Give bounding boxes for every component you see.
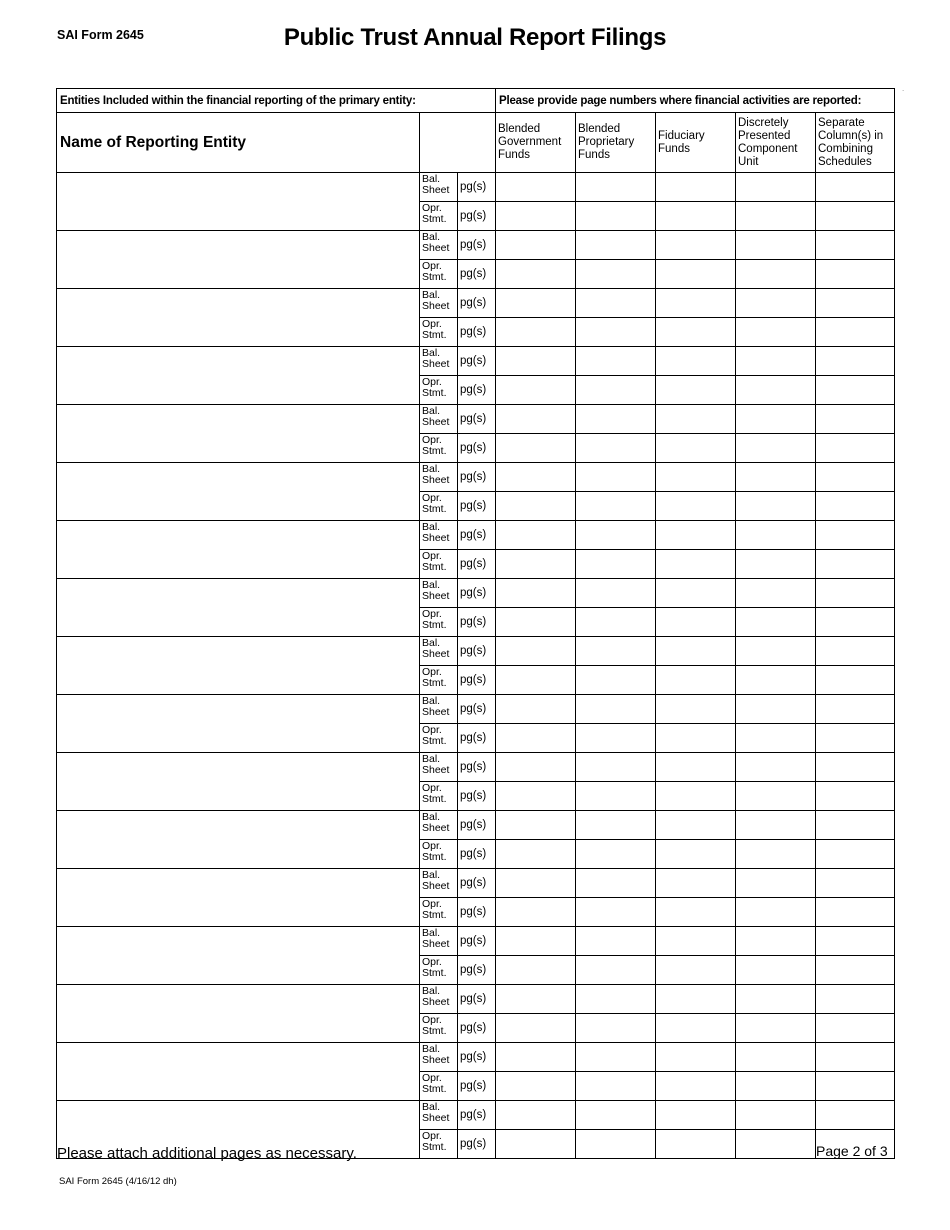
blended-government-funds-page-field[interactable] bbox=[496, 1043, 576, 1072]
reporting-entity-name-field[interactable] bbox=[57, 811, 420, 869]
discretely-presented-component-unit-page-field[interactable] bbox=[736, 898, 816, 927]
blended-proprietary-funds-page-field[interactable] bbox=[576, 811, 656, 840]
separate-columns-combining-schedules-page-field[interactable] bbox=[816, 202, 895, 231]
discretely-presented-component-unit-page-field[interactable] bbox=[736, 985, 816, 1014]
blended-proprietary-funds-page-field[interactable] bbox=[576, 260, 656, 289]
fiduciary-funds-page-field[interactable] bbox=[656, 985, 736, 1014]
opr-stmt-label: Opr. Stmt. bbox=[420, 260, 458, 289]
table-row bbox=[57, 1101, 895, 1130]
fiduciary-funds-page-field[interactable] bbox=[656, 666, 736, 695]
reporting-entity-name-field[interactable] bbox=[57, 173, 420, 231]
bal-sheet-label: Bal. Sheet bbox=[420, 231, 458, 260]
separate-columns-combining-schedules-page-field[interactable] bbox=[816, 434, 895, 463]
fiduciary-funds-page-field[interactable] bbox=[656, 695, 736, 724]
fiduciary-funds-page-field[interactable] bbox=[656, 956, 736, 985]
page-title: Public Trust Annual Report Filings bbox=[283, 24, 667, 51]
col-header-discretely-presented-component-unit: Discretely Presented Component Unit bbox=[736, 113, 816, 173]
bal-sheet-label: Bal. Sheet bbox=[420, 985, 458, 1014]
separate-columns-combining-schedules-page-field[interactable] bbox=[816, 840, 895, 869]
opr-stmt-label: Opr. Stmt. bbox=[420, 1072, 458, 1101]
blended-proprietary-funds-page-field[interactable] bbox=[576, 1014, 656, 1043]
bal-sheet-label: Bal. Sheet bbox=[420, 521, 458, 550]
bal-sheet-label: Bal. Sheet bbox=[420, 753, 458, 782]
fiduciary-funds-page-field[interactable] bbox=[656, 927, 736, 956]
discretely-presented-component-unit-page-field[interactable] bbox=[736, 927, 816, 956]
discretely-presented-component-unit-page-field[interactable] bbox=[736, 289, 816, 318]
reporting-entity-name-field[interactable] bbox=[57, 463, 420, 521]
table-row bbox=[57, 695, 895, 724]
blended-government-funds-page-field[interactable] bbox=[496, 1101, 576, 1130]
blended-government-funds-page-field[interactable] bbox=[496, 1130, 576, 1159]
separate-columns-combining-schedules-page-field[interactable] bbox=[816, 318, 895, 347]
bal-sheet-label: Bal. Sheet bbox=[420, 405, 458, 434]
table-row bbox=[57, 347, 895, 376]
pages-label: pg(s) bbox=[458, 608, 496, 637]
separate-columns-combining-schedules-page-field[interactable] bbox=[816, 666, 895, 695]
fiduciary-funds-page-field[interactable] bbox=[656, 1130, 736, 1159]
blended-government-funds-page-field[interactable] bbox=[496, 260, 576, 289]
separate-columns-combining-schedules-page-field[interactable] bbox=[816, 753, 895, 782]
discretely-presented-component-unit-page-field[interactable] bbox=[736, 202, 816, 231]
blended-proprietary-funds-page-field[interactable] bbox=[576, 521, 656, 550]
blended-government-funds-page-field[interactable] bbox=[496, 289, 576, 318]
separate-columns-combining-schedules-page-field[interactable] bbox=[816, 1014, 895, 1043]
separate-columns-combining-schedules-page-field[interactable] bbox=[816, 956, 895, 985]
blended-government-funds-page-field[interactable] bbox=[496, 782, 576, 811]
blended-government-funds-page-field[interactable] bbox=[496, 376, 576, 405]
blended-proprietary-funds-page-field[interactable] bbox=[576, 289, 656, 318]
separate-columns-combining-schedules-page-field[interactable] bbox=[816, 695, 895, 724]
separate-columns-combining-schedules-page-field[interactable] bbox=[816, 463, 895, 492]
blended-proprietary-funds-page-field[interactable] bbox=[576, 376, 656, 405]
blended-proprietary-funds-page-field[interactable] bbox=[576, 550, 656, 579]
blended-government-funds-page-field[interactable] bbox=[496, 927, 576, 956]
blended-government-funds-page-field[interactable] bbox=[496, 724, 576, 753]
bal-sheet-label: Bal. Sheet bbox=[420, 811, 458, 840]
bal-sheet-label: Bal. Sheet bbox=[420, 463, 458, 492]
blended-government-funds-page-field[interactable] bbox=[496, 985, 576, 1014]
blended-government-funds-page-field[interactable] bbox=[496, 318, 576, 347]
separate-columns-combining-schedules-page-field[interactable] bbox=[816, 260, 895, 289]
discretely-presented-component-unit-page-field[interactable] bbox=[736, 405, 816, 434]
blended-proprietary-funds-page-field[interactable] bbox=[576, 463, 656, 492]
col-header-fiduciary-funds: Fiduciary Funds bbox=[656, 113, 736, 173]
blended-proprietary-funds-page-field[interactable] bbox=[576, 927, 656, 956]
fiduciary-funds-page-field[interactable] bbox=[656, 724, 736, 753]
fiduciary-funds-page-field[interactable] bbox=[656, 318, 736, 347]
bal-sheet-label: Bal. Sheet bbox=[420, 927, 458, 956]
table-row bbox=[57, 811, 895, 840]
discretely-presented-component-unit-page-field[interactable] bbox=[736, 695, 816, 724]
blended-proprietary-funds-page-field[interactable] bbox=[576, 318, 656, 347]
blended-proprietary-funds-page-field[interactable] bbox=[576, 753, 656, 782]
separate-columns-combining-schedules-page-field[interactable] bbox=[816, 521, 895, 550]
reporting-entity-name-field[interactable] bbox=[57, 405, 420, 463]
page-numbers-header: Please provide page numbers where financial activities are reported: bbox=[496, 89, 895, 113]
blended-proprietary-funds-page-field[interactable] bbox=[576, 347, 656, 376]
discretely-presented-component-unit-page-field[interactable] bbox=[736, 666, 816, 695]
form-revision: SAI Form 2645 (4/16/12 dh) bbox=[59, 1176, 177, 1187]
fiduciary-funds-page-field[interactable] bbox=[656, 376, 736, 405]
blended-government-funds-page-field[interactable] bbox=[496, 1014, 576, 1043]
discretely-presented-component-unit-page-field[interactable] bbox=[736, 521, 816, 550]
pages-label: pg(s) bbox=[458, 1014, 496, 1043]
table-row bbox=[57, 579, 895, 608]
opr-stmt-label: Opr. Stmt. bbox=[420, 898, 458, 927]
blended-proprietary-funds-page-field[interactable] bbox=[576, 724, 656, 753]
fiduciary-funds-page-field[interactable] bbox=[656, 347, 736, 376]
blended-government-funds-page-field[interactable] bbox=[496, 347, 576, 376]
blended-proprietary-funds-page-field[interactable] bbox=[576, 1072, 656, 1101]
discretely-presented-component-unit-page-field[interactable] bbox=[736, 869, 816, 898]
bal-sheet-label: Bal. Sheet bbox=[420, 1101, 458, 1130]
blended-proprietary-funds-page-field[interactable] bbox=[576, 637, 656, 666]
discretely-presented-component-unit-page-field[interactable] bbox=[736, 1072, 816, 1101]
pages-label: pg(s) bbox=[458, 724, 496, 753]
blended-government-funds-page-field[interactable] bbox=[496, 202, 576, 231]
discretely-presented-component-unit-page-field[interactable] bbox=[736, 231, 816, 260]
blended-government-funds-page-field[interactable] bbox=[496, 869, 576, 898]
opr-stmt-label: Opr. Stmt. bbox=[420, 666, 458, 695]
reporting-entity-name-field[interactable] bbox=[57, 289, 420, 347]
separate-columns-combining-schedules-page-field[interactable] bbox=[816, 231, 895, 260]
bal-sheet-label: Bal. Sheet bbox=[420, 347, 458, 376]
pages-label: pg(s) bbox=[458, 173, 496, 202]
col-header-separate-columns-combining-schedules: Separate Column(s) in Combining Schedules bbox=[816, 113, 895, 173]
separate-columns-combining-schedules-page-field[interactable] bbox=[816, 1043, 895, 1072]
pages-label: pg(s) bbox=[458, 1130, 496, 1159]
separate-columns-combining-schedules-page-field[interactable] bbox=[816, 376, 895, 405]
fiduciary-funds-page-field[interactable] bbox=[656, 811, 736, 840]
reporting-entity-name-field[interactable] bbox=[57, 695, 420, 753]
discretely-presented-component-unit-page-field[interactable] bbox=[736, 463, 816, 492]
name-of-reporting-entity-header: Name of Reporting Entity bbox=[57, 113, 420, 173]
table-row bbox=[57, 463, 895, 492]
discretely-presented-component-unit-page-field[interactable] bbox=[736, 637, 816, 666]
bal-sheet-label: Bal. Sheet bbox=[420, 695, 458, 724]
blended-proprietary-funds-page-field[interactable] bbox=[576, 840, 656, 869]
separate-columns-combining-schedules-page-field[interactable] bbox=[816, 1072, 895, 1101]
table-row bbox=[57, 173, 895, 202]
pages-label: pg(s) bbox=[458, 434, 496, 463]
table-row bbox=[57, 985, 895, 1014]
col-header-blended-government-funds: Blended Government Funds bbox=[496, 113, 576, 173]
fiduciary-funds-page-field[interactable] bbox=[656, 173, 736, 202]
reporting-entity-name-field[interactable] bbox=[57, 231, 420, 289]
row-type-header bbox=[420, 113, 496, 173]
blended-government-funds-page-field[interactable] bbox=[496, 666, 576, 695]
blended-government-funds-page-field[interactable] bbox=[496, 1072, 576, 1101]
bal-sheet-label: Bal. Sheet bbox=[420, 869, 458, 898]
discretely-presented-component-unit-page-field[interactable] bbox=[736, 1101, 816, 1130]
opr-stmt-label: Opr. Stmt. bbox=[420, 318, 458, 347]
opr-stmt-label: Opr. Stmt. bbox=[420, 492, 458, 521]
discretely-presented-component-unit-page-field[interactable] bbox=[736, 173, 816, 202]
blended-government-funds-page-field[interactable] bbox=[496, 637, 576, 666]
page-indicator: Page 2 of 3 bbox=[816, 1143, 888, 1159]
discretely-presented-component-unit-page-field[interactable] bbox=[736, 1014, 816, 1043]
blended-government-funds-page-field[interactable] bbox=[496, 811, 576, 840]
blended-proprietary-funds-page-field[interactable] bbox=[576, 985, 656, 1014]
opr-stmt-label: Opr. Stmt. bbox=[420, 550, 458, 579]
fiduciary-funds-page-field[interactable] bbox=[656, 1101, 736, 1130]
pages-label: pg(s) bbox=[458, 347, 496, 376]
discretely-presented-component-unit-page-field[interactable] bbox=[736, 550, 816, 579]
discretely-presented-component-unit-page-field[interactable] bbox=[736, 782, 816, 811]
separate-columns-combining-schedules-page-field[interactable] bbox=[816, 492, 895, 521]
opr-stmt-label: Opr. Stmt. bbox=[420, 202, 458, 231]
reporting-entity-name-field[interactable] bbox=[57, 1043, 420, 1101]
pages-label: pg(s) bbox=[458, 579, 496, 608]
table-header-row bbox=[57, 89, 895, 113]
fiduciary-funds-page-field[interactable] bbox=[656, 1072, 736, 1101]
opr-stmt-label: Opr. Stmt. bbox=[420, 956, 458, 985]
blended-proprietary-funds-page-field[interactable] bbox=[576, 173, 656, 202]
bal-sheet-label: Bal. Sheet bbox=[420, 289, 458, 318]
separate-columns-combining-schedules-page-field[interactable] bbox=[816, 608, 895, 637]
blended-government-funds-page-field[interactable] bbox=[496, 840, 576, 869]
blended-proprietary-funds-page-field[interactable] bbox=[576, 782, 656, 811]
blended-government-funds-page-field[interactable] bbox=[496, 550, 576, 579]
table-row bbox=[57, 289, 895, 318]
fiduciary-funds-page-field[interactable] bbox=[656, 492, 736, 521]
separate-columns-combining-schedules-page-field[interactable] bbox=[816, 550, 895, 579]
blended-proprietary-funds-page-field[interactable] bbox=[576, 695, 656, 724]
separate-columns-combining-schedules-page-field[interactable] bbox=[816, 985, 895, 1014]
blended-government-funds-page-field[interactable] bbox=[496, 521, 576, 550]
pages-label: pg(s) bbox=[458, 927, 496, 956]
pages-label: pg(s) bbox=[458, 753, 496, 782]
blended-government-funds-page-field[interactable] bbox=[496, 608, 576, 637]
separate-columns-combining-schedules-page-field[interactable] bbox=[816, 724, 895, 753]
opr-stmt-label: Opr. Stmt. bbox=[420, 376, 458, 405]
blended-government-funds-page-field[interactable] bbox=[496, 405, 576, 434]
fiduciary-funds-page-field[interactable] bbox=[656, 1014, 736, 1043]
reporting-entity-name-field[interactable] bbox=[57, 869, 420, 927]
pages-label: pg(s) bbox=[458, 1043, 496, 1072]
opr-stmt-label: Opr. Stmt. bbox=[420, 1130, 458, 1159]
fiduciary-funds-page-field[interactable] bbox=[656, 898, 736, 927]
form-number: SAI Form 2645 bbox=[57, 28, 144, 42]
separate-columns-combining-schedules-page-field[interactable] bbox=[816, 289, 895, 318]
discretely-presented-component-unit-page-field[interactable] bbox=[736, 579, 816, 608]
corner-mark: . bbox=[902, 84, 905, 93]
pages-label: pg(s) bbox=[458, 840, 496, 869]
pages-label: pg(s) bbox=[458, 985, 496, 1014]
bal-sheet-label: Bal. Sheet bbox=[420, 173, 458, 202]
fiduciary-funds-page-field[interactable] bbox=[656, 608, 736, 637]
blended-proprietary-funds-page-field[interactable] bbox=[576, 608, 656, 637]
fiduciary-funds-page-field[interactable] bbox=[656, 202, 736, 231]
pages-label: pg(s) bbox=[458, 463, 496, 492]
separate-columns-combining-schedules-page-field[interactable] bbox=[816, 347, 895, 376]
separate-columns-combining-schedules-page-field[interactable] bbox=[816, 637, 895, 666]
opr-stmt-label: Opr. Stmt. bbox=[420, 840, 458, 869]
separate-columns-combining-schedules-page-field[interactable] bbox=[816, 927, 895, 956]
attach-additional-pages-note: Please attach additional pages as necessary. bbox=[57, 1145, 357, 1162]
opr-stmt-label: Opr. Stmt. bbox=[420, 434, 458, 463]
fiduciary-funds-page-field[interactable] bbox=[656, 869, 736, 898]
bal-sheet-label: Bal. Sheet bbox=[420, 637, 458, 666]
pages-label: pg(s) bbox=[458, 521, 496, 550]
blended-government-funds-page-field[interactable] bbox=[496, 463, 576, 492]
blended-proprietary-funds-page-field[interactable] bbox=[576, 202, 656, 231]
pages-label: pg(s) bbox=[458, 492, 496, 521]
table-row bbox=[57, 405, 895, 434]
fiduciary-funds-page-field[interactable] bbox=[656, 289, 736, 318]
fiduciary-funds-page-field[interactable] bbox=[656, 753, 736, 782]
fiduciary-funds-page-field[interactable] bbox=[656, 231, 736, 260]
pages-label: pg(s) bbox=[458, 550, 496, 579]
reporting-entity-name-field[interactable] bbox=[57, 579, 420, 637]
pages-label: pg(s) bbox=[458, 318, 496, 347]
pages-label: pg(s) bbox=[458, 666, 496, 695]
blended-government-funds-page-field[interactable] bbox=[496, 492, 576, 521]
pages-label: pg(s) bbox=[458, 695, 496, 724]
pages-label: pg(s) bbox=[458, 811, 496, 840]
pages-label: pg(s) bbox=[458, 405, 496, 434]
separate-columns-combining-schedules-page-field[interactable] bbox=[816, 811, 895, 840]
fiduciary-funds-page-field[interactable] bbox=[656, 434, 736, 463]
discretely-presented-component-unit-page-field[interactable] bbox=[736, 811, 816, 840]
pages-label: pg(s) bbox=[458, 376, 496, 405]
blended-proprietary-funds-page-field[interactable] bbox=[576, 405, 656, 434]
discretely-presented-component-unit-page-field[interactable] bbox=[736, 318, 816, 347]
discretely-presented-component-unit-page-field[interactable] bbox=[736, 956, 816, 985]
pages-label: pg(s) bbox=[458, 1101, 496, 1130]
reporting-entity-name-field[interactable] bbox=[57, 753, 420, 811]
reporting-entity-name-field[interactable] bbox=[57, 521, 420, 579]
fiduciary-funds-page-field[interactable] bbox=[656, 579, 736, 608]
column-header-row bbox=[57, 113, 895, 173]
discretely-presented-component-unit-page-field[interactable] bbox=[736, 724, 816, 753]
separate-columns-combining-schedules-page-field[interactable] bbox=[816, 405, 895, 434]
blended-proprietary-funds-page-field[interactable] bbox=[576, 898, 656, 927]
pages-label: pg(s) bbox=[458, 202, 496, 231]
discretely-presented-component-unit-page-field[interactable] bbox=[736, 492, 816, 521]
pages-label: pg(s) bbox=[458, 231, 496, 260]
pages-label: pg(s) bbox=[458, 637, 496, 666]
blended-government-funds-page-field[interactable] bbox=[496, 956, 576, 985]
discretely-presented-component-unit-page-field[interactable] bbox=[736, 608, 816, 637]
fiduciary-funds-page-field[interactable] bbox=[656, 637, 736, 666]
discretely-presented-component-unit-page-field[interactable] bbox=[736, 376, 816, 405]
fiduciary-funds-page-field[interactable] bbox=[656, 260, 736, 289]
blended-proprietary-funds-page-field[interactable] bbox=[576, 1043, 656, 1072]
pages-label: pg(s) bbox=[458, 956, 496, 985]
pages-label: pg(s) bbox=[458, 869, 496, 898]
entities-included-header: Entities Included within the financial reporting of the primary entity: bbox=[57, 89, 496, 113]
bal-sheet-label: Bal. Sheet bbox=[420, 1043, 458, 1072]
discretely-presented-component-unit-page-field[interactable] bbox=[736, 434, 816, 463]
blended-government-funds-page-field[interactable] bbox=[496, 231, 576, 260]
table-row bbox=[57, 869, 895, 898]
separate-columns-combining-schedules-page-field[interactable] bbox=[816, 579, 895, 608]
reporting-entity-name-field[interactable] bbox=[57, 347, 420, 405]
blended-proprietary-funds-page-field[interactable] bbox=[576, 579, 656, 608]
discretely-presented-component-unit-page-field[interactable] bbox=[736, 1043, 816, 1072]
fiduciary-funds-page-field[interactable] bbox=[656, 405, 736, 434]
table-row bbox=[57, 231, 895, 260]
separate-columns-combining-schedules-page-field[interactable] bbox=[816, 869, 895, 898]
fiduciary-funds-page-field[interactable] bbox=[656, 463, 736, 492]
discretely-presented-component-unit-page-field[interactable] bbox=[736, 1130, 816, 1159]
pages-label: pg(s) bbox=[458, 898, 496, 927]
opr-stmt-label: Opr. Stmt. bbox=[420, 608, 458, 637]
fiduciary-funds-page-field[interactable] bbox=[656, 840, 736, 869]
table-row bbox=[57, 637, 895, 666]
reporting-entity-name-field[interactable] bbox=[57, 985, 420, 1043]
bal-sheet-label: Bal. Sheet bbox=[420, 579, 458, 608]
pages-label: pg(s) bbox=[458, 289, 496, 318]
pages-label: pg(s) bbox=[458, 260, 496, 289]
blended-government-funds-page-field[interactable] bbox=[496, 173, 576, 202]
blended-government-funds-page-field[interactable] bbox=[496, 434, 576, 463]
col-header-blended-proprietary-funds: Blended Proprietary Funds bbox=[576, 113, 656, 173]
blended-proprietary-funds-page-field[interactable] bbox=[576, 1101, 656, 1130]
blended-proprietary-funds-page-field[interactable] bbox=[576, 956, 656, 985]
discretely-presented-component-unit-page-field[interactable] bbox=[736, 753, 816, 782]
blended-proprietary-funds-page-field[interactable] bbox=[576, 1130, 656, 1159]
discretely-presented-component-unit-page-field[interactable] bbox=[736, 347, 816, 376]
separate-columns-combining-schedules-page-field[interactable] bbox=[816, 1101, 895, 1130]
separate-columns-combining-schedules-page-field[interactable] bbox=[816, 782, 895, 811]
discretely-presented-component-unit-page-field[interactable] bbox=[736, 260, 816, 289]
table-row bbox=[57, 927, 895, 956]
blended-government-funds-page-field[interactable] bbox=[496, 695, 576, 724]
blended-proprietary-funds-page-field[interactable] bbox=[576, 666, 656, 695]
entity-reporting-table bbox=[56, 88, 895, 1159]
blended-proprietary-funds-page-field[interactable] bbox=[576, 434, 656, 463]
opr-stmt-label: Opr. Stmt. bbox=[420, 724, 458, 753]
blended-proprietary-funds-page-field[interactable] bbox=[576, 492, 656, 521]
reporting-entity-name-field[interactable] bbox=[57, 637, 420, 695]
table-row bbox=[57, 753, 895, 782]
table-row bbox=[57, 521, 895, 550]
blended-proprietary-funds-page-field[interactable] bbox=[576, 231, 656, 260]
blended-government-funds-page-field[interactable] bbox=[496, 753, 576, 782]
blended-proprietary-funds-page-field[interactable] bbox=[576, 869, 656, 898]
fiduciary-funds-page-field[interactable] bbox=[656, 1043, 736, 1072]
discretely-presented-component-unit-page-field[interactable] bbox=[736, 840, 816, 869]
fiduciary-funds-page-field[interactable] bbox=[656, 782, 736, 811]
blended-government-funds-page-field[interactable] bbox=[496, 898, 576, 927]
pages-label: pg(s) bbox=[458, 1072, 496, 1101]
fiduciary-funds-page-field[interactable] bbox=[656, 521, 736, 550]
opr-stmt-label: Opr. Stmt. bbox=[420, 1014, 458, 1043]
pages-label: pg(s) bbox=[458, 782, 496, 811]
reporting-entity-name-field[interactable] bbox=[57, 927, 420, 985]
opr-stmt-label: Opr. Stmt. bbox=[420, 782, 458, 811]
fiduciary-funds-page-field[interactable] bbox=[656, 550, 736, 579]
table-row bbox=[57, 1043, 895, 1072]
separate-columns-combining-schedules-page-field[interactable] bbox=[816, 898, 895, 927]
blended-government-funds-page-field[interactable] bbox=[496, 579, 576, 608]
separate-columns-combining-schedules-page-field[interactable] bbox=[816, 173, 895, 202]
